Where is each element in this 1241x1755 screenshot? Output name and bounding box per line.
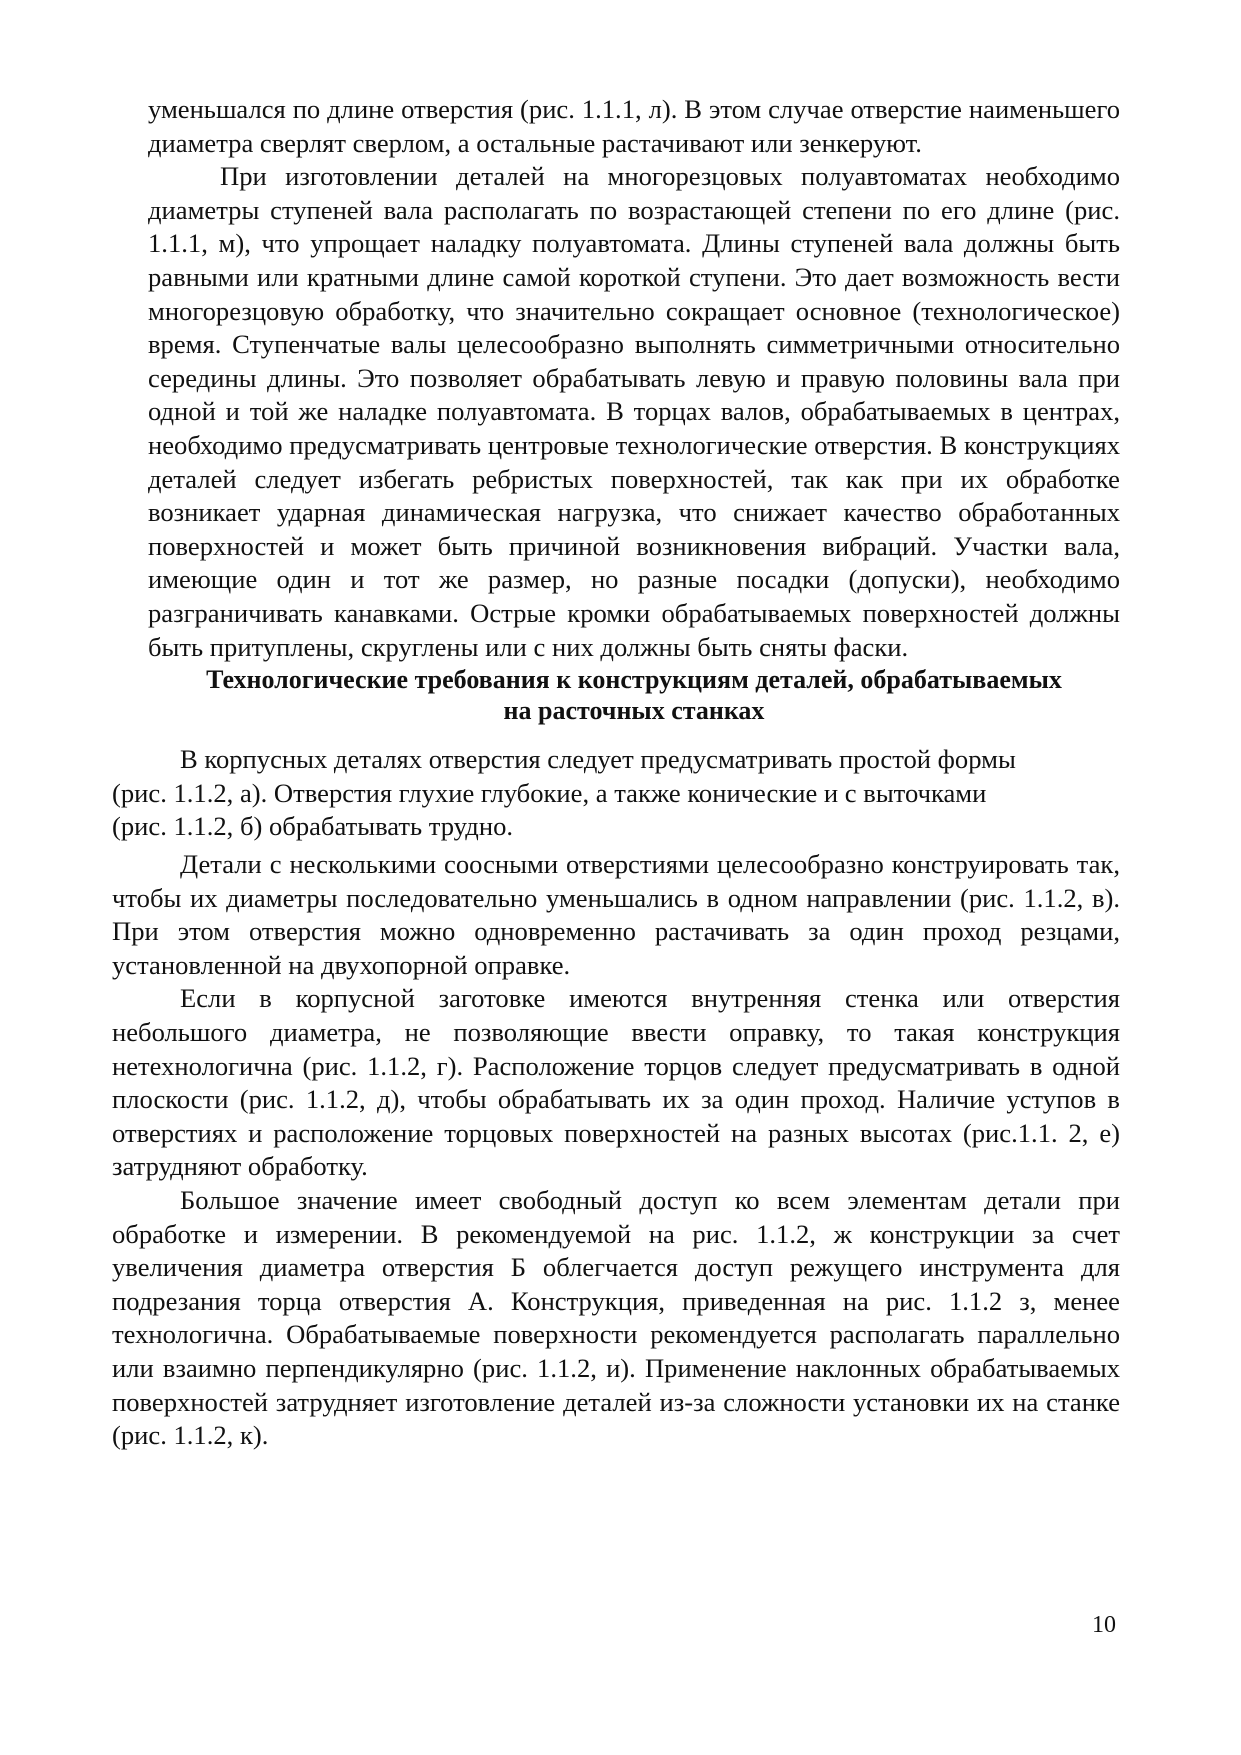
section-heading-line-1: Технологические требования к конструкциям деталей, обрабатываемых (206, 665, 1062, 695)
paragraph-5: Если в корпусной заготовке имеются внутренняя стенка или отверстия небольшого диаметра, не позволяющие ввести оправку, то такая конструкция нетехнологична (рис. 1.1.2, г). Расположение торцов следует предусматривать в одной плоскости (рис. 1.1.2, д), чтобы обрабатывать их за один проход. Наличие уступов в отверстиях и расположение торцовых поверхностей на разных высотах (рис.1.1. 2, е) затрудняют обработку. (112, 983, 1120, 1182)
paragraph-6: Большое значение имеет свободный доступ ко всем элементам детали при обработке и измерении. В рекомендуемой на рис. 1.1.2, ж конструкции за счет увеличения диаметра отверстия Б облегчается доступ режущего инструмента для подрезания торца отверстия А. Конструкция, приведенная на рис. 1.1.2 з, менее технологична. Обрабатываемые поверхности рекомендуется располагать параллельно или взаимно перпендикулярно (рис. 1.1.2, и). Применение наклонных обрабатываемых поверхностей затрудняет изготовление деталей из-за сложности установки их на станке (рис. 1.1.2, к). (112, 1184, 1120, 1451)
paragraph-3-line-1: В корпусных деталях отверстия следует предусматривать простой формы (180, 744, 1016, 774)
paragraph-3-line-2: (рис. 1.1.2, а). Отверстия глухие глубокие, а также конические и с выточками (112, 777, 987, 808)
section-heading-line-2: на расточных станках (503, 696, 765, 726)
text-block-lower (112, 848, 1120, 1453)
text-block-upper (148, 93, 1120, 726)
paragraph-2: При изготовлении деталей на многорезцовых полуавтоматах необходимо диаметры ступеней вала располагать по возрастающей степени по его длине (рис. 1.1.1, м), что упрощает наладку полуавтомата. Длины ступеней вала должны быть равными или кратными длине самой короткой ступени. Это дает возможность вести многорезцовую обработку, что значительно сокращает основное (технологическое) время. Ступенчатые валы целесообразно выполнять симметричными относительно середины длины. Это позволяет обрабатывать левую и правую половины вала при одной и той же наладке полуавтомата. В торцах валов, обрабатываемых в центрах, необходимо предусматривать центровые технологические отверстия. В конструкциях деталей следует избегать ребристых поверхностей, так как при их обработке возникает ударная динамическая нагрузка, что снижает качество обработанных поверхностей и может быть причиной возникновения вибраций. Участки вала, имеющие один и тот же размер, но разные посадки (допуски), необходимо разграничивать канавками. Острые кромки обрабатываемых поверхностей должны быть притуплены, скруглены или с них должны быть сняты фаски. (148, 161, 1120, 662)
paragraph-1: уменьшался по длине отверстия (рис. 1.1.1, л). В этом случае отверстие наименьшего диаметра сверлят сверлом, а остальные растачивают или зенкеруют. (148, 94, 1120, 158)
page-number: 10 (1092, 1612, 1116, 1638)
paragraph-3-line-3: (рис. 1.1.2, б) обрабатывать трудно. (112, 811, 514, 842)
text-block-mid (112, 743, 1120, 844)
paragraph-4: Детали с несколькими соосными отверстиями целесообразно конструировать так, чтобы их диаметры последовательно уменьшались в одном направлении (рис. 1.1.2, в). При этом отверстия можно одновременно растачивать за один проход резцами, установленной на двухопорной оправке. (112, 849, 1120, 980)
